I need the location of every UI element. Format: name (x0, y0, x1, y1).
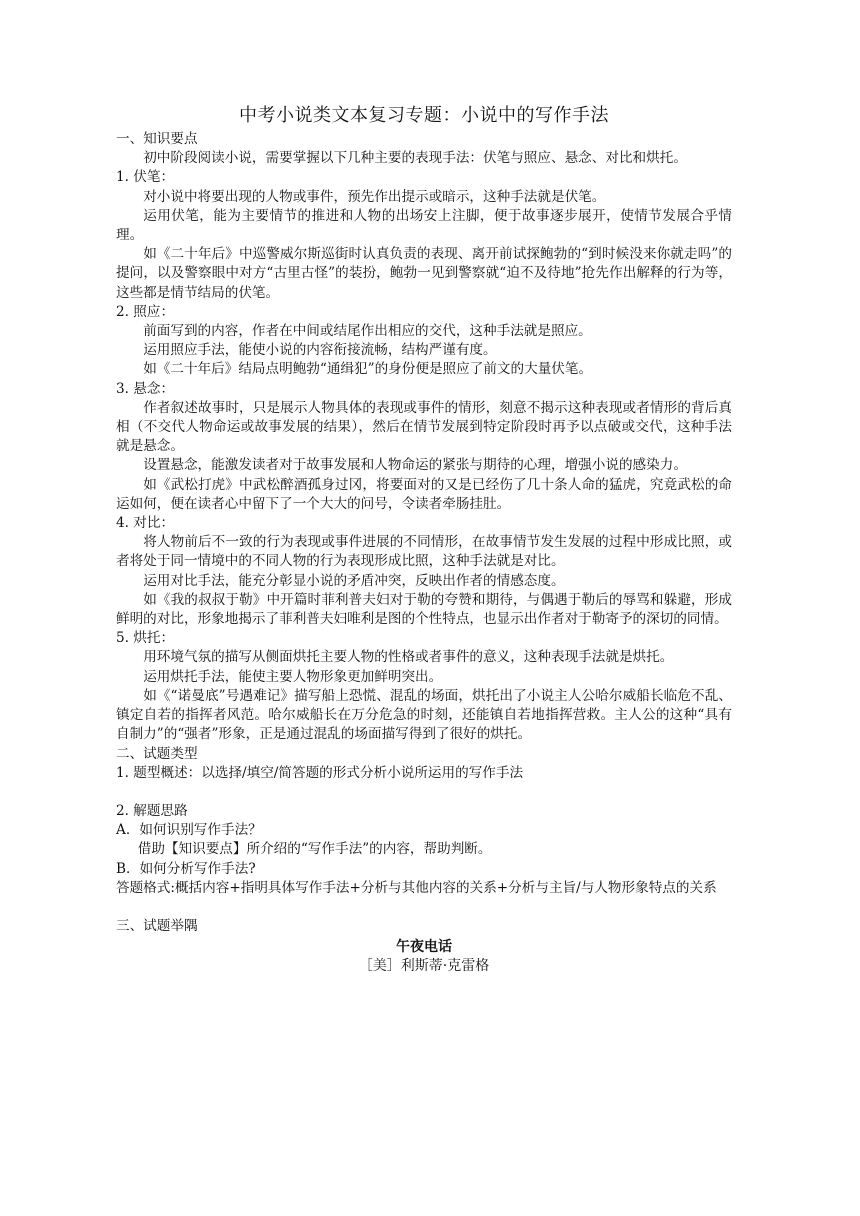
paragraph: 运用伏笔，能为主要情节的推进和人物的出场安上注脚，便于故事逐步展开，使情节发展合乎情理。 (116, 207, 732, 244)
page-title: 中考小说类文本复习专题：小说中的写作手法 (239, 105, 609, 126)
item-heading: 2. 解题思路 (116, 802, 188, 819)
item-heading: 4. 对比： (116, 515, 175, 532)
item-heading: 2. 照应： (116, 303, 175, 320)
section-heading: 三、试题举隅 (116, 917, 198, 934)
sub-heading: B．如何分析写作手法? (116, 860, 256, 877)
paragraph: 用环境气氛的描写从侧面烘托主要人物的性格或者事件的意义，这种表现手法就是烘托。 (143, 649, 674, 666)
paragraph: 前面写到的内容，作者在中间或结尾作出相应的交代，这种手法就是照应。 (143, 323, 592, 340)
sub-heading: A．如何识别写作手法？ (116, 822, 262, 839)
item-heading: 1. 伏笔： (116, 169, 175, 186)
paragraph: 运用照应手法，能使小说的内容衔接流畅，结构严谨有度。 (143, 342, 497, 359)
item-heading: 1. 题型概述：以选择/填空/简答题的形式分析小说所运用的写作手法 (116, 764, 524, 781)
item-heading: 5. 烘托： (116, 630, 175, 647)
paragraph: 作者叙述故事时，只是展示人物具体的表现或事件的情形，刻意不揭示这种表现或者情形的背后真相（不交代人物命运或故事发展的结果），然后在情节发展到特定阶段时再予以点破或交代，这种手法就是悬念。 (116, 399, 732, 455)
paragraph: 设置悬念，能激发读者对于故事发展和人物命运的紧张与期待的心理，增强小说的感染力。 (143, 457, 687, 474)
paragraph: 运用对比手法，能充分彰显小说的矛盾冲突，反映出作者的情感态度。 (143, 572, 565, 589)
paragraph: 如《二十年后》中巡警威尔斯巡街时认真负责的表现、离开前试探鲍勃的“到时候没来你就走吗”的提问，以及警察眼中对方“古里古怪”的装扮，鲍勃一见到警察就“迫不及待地”抢先作出解释的行为等，这些都是情节结局的伏笔。 (116, 246, 732, 301)
document-body (116, 104, 732, 977)
paragraph: 运用烘托手法，能使主要人物形象更加鲜明突出。 (143, 668, 443, 685)
paragraph: 如《二十年后》结局点明鲍勃“通缉犯”的身份便是照应了前文的大量伏笔。 (143, 361, 593, 378)
section-heading: 二、试题类型 (116, 745, 198, 762)
spacer (116, 783, 732, 802)
paragraph: 对小说中将要出现的人物或事件，预先作出提示或暗示，这种手法就是伏笔。 (143, 188, 606, 205)
paragraph: 借助【知识要点】所介绍的“写作手法”的内容，帮助判断。 (137, 841, 492, 858)
spacer (116, 898, 732, 917)
paragraph: 如《武松打虎》中武松醉酒孤身过冈，将要面对的又是已经伤了几十条人命的猛虎，究竟武松的命运如何，便在读者心中留下了一个大大的问号，令读者牵肠挂肚。 (116, 476, 732, 512)
answer-format: 答题格式:概括内容+指明具体写作手法+分析与其他内容的关系+分析与主旨/与人物形象特点的关系 (116, 879, 717, 896)
item-heading: 3. 悬念： (116, 380, 175, 397)
paragraph: 如《我的叔叔于勒》中开篇时菲利普夫妇对于勒的夸赞和期待，与偶遇于勒后的辱骂和躲避，形成鲜明的对比，形象地揭示了菲利普夫妇唯利是图的个性特点，也显示出作者对于勒寄予的深切的同情。 (116, 591, 732, 628)
story-author: ［美］利斯蒂·克雷格 (358, 958, 490, 975)
story-title: 午夜电话 (396, 939, 452, 956)
paragraph: 初中阶段阅读小说，需要掌握以下几种主要的表现手法：伏笔与照应、悬念、对比和烘托。 (143, 150, 687, 167)
section-heading: 一、知识要点 (116, 131, 198, 147)
paragraph: 将人物前后不一致的行为表现或事件进展的不同情形，在故事情节发生发展的过程中形成比照，或者将处于同一情境中的不同人物的行为表现形成比照，这种手法就是对比。 (116, 534, 732, 570)
paragraph: 如《“诺曼底”号遇难记》描写船上恐慌、混乱的场面，烘托出了小说主人公哈尔威船长临危不乱、镇定自若的指挥者风范。哈尔威船长在万分危急的时刻，还能镇自若地指挥营救。主人公的这种“具有自制力”的“强者”形象，正是通过混乱的场面描写得到了很好的烘托。 (116, 687, 732, 743)
